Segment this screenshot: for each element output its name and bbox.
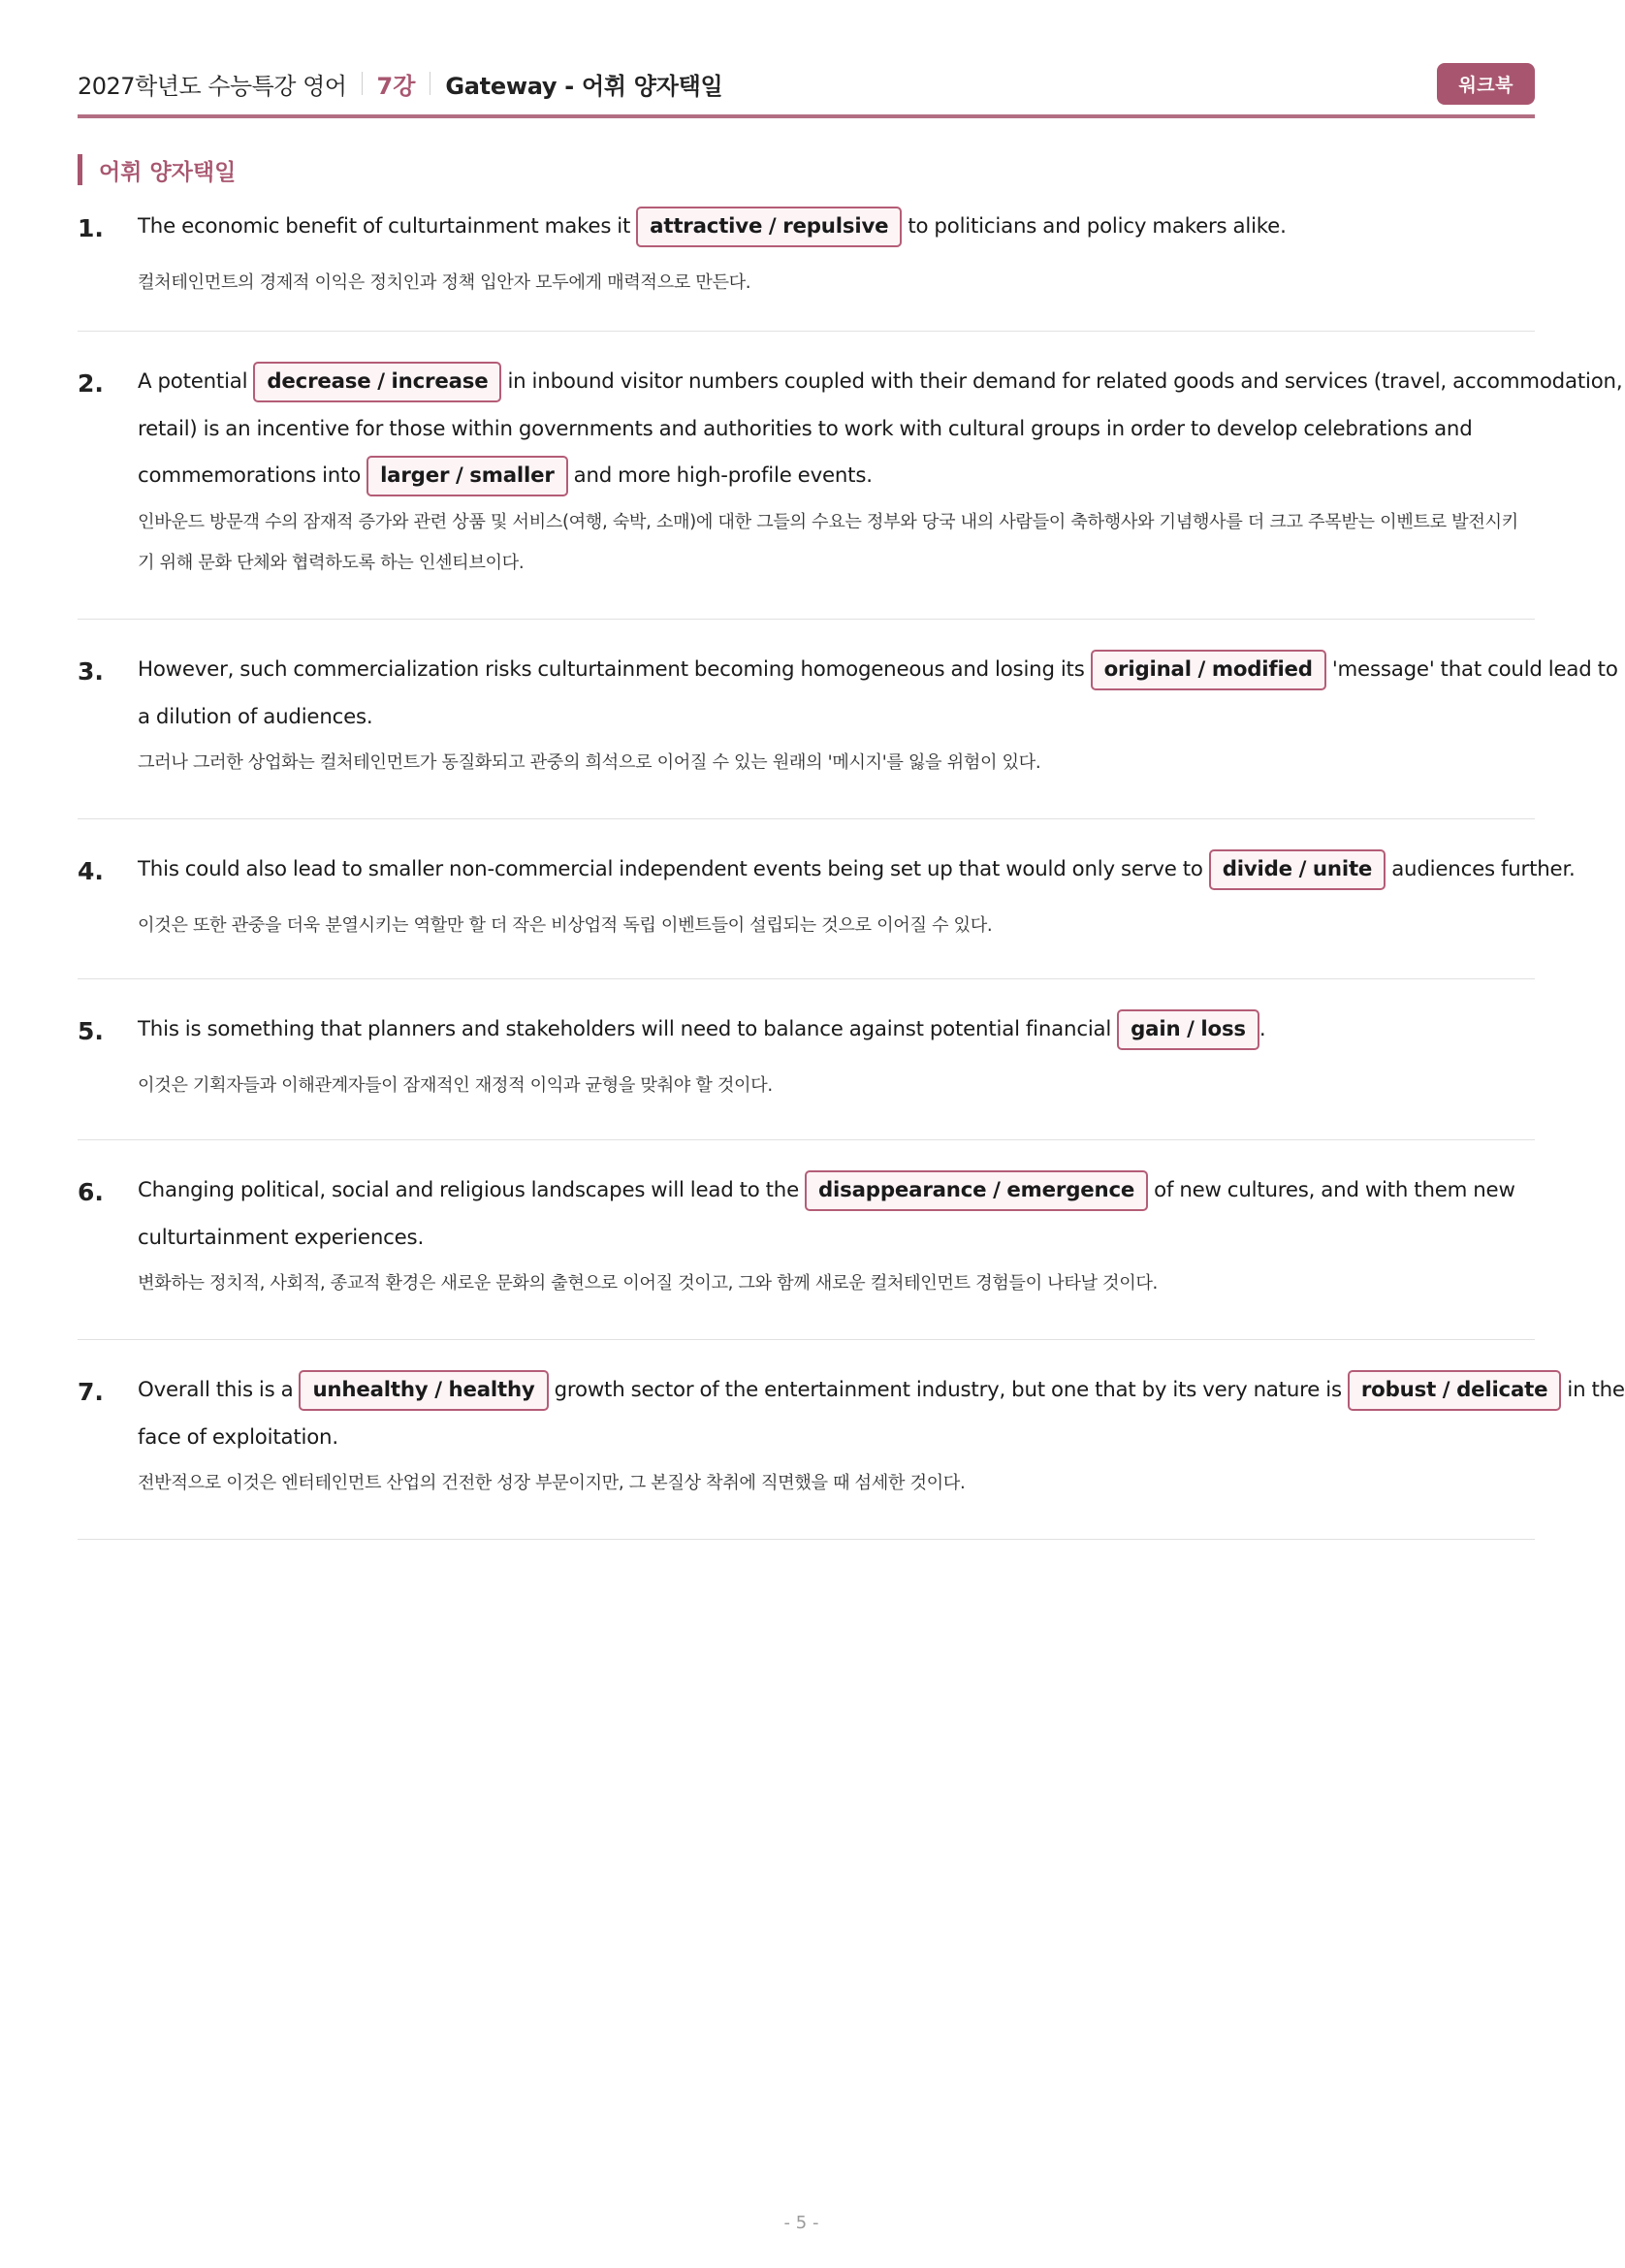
english-sentence [138,847,1576,894]
workbook-badge: 워크북 [1437,63,1535,105]
sentence-text: in inbound visitor numbers coupled with their demand for related goods and services (travel, accommodation, [507,369,1623,394]
vocab-choice[interactable]: unhealthy / healthy [299,1370,548,1411]
sentence-text: commemorations into [138,463,362,489]
korean-translation: 변화하는 정치적, 사회적, 종교적 환경은 새로운 문화의 출현으로 이어질 것이고, 그와 함께 새로운 컬처테인먼트 경험들이 나타날 것이다. [138,1273,1158,1294]
vocab-choice[interactable]: decrease / increase [253,362,501,402]
korean-translation: 컬처테인먼트의 경제적 이익은 정치인과 정책 입안자 모두에게 매력적으로 만든다. [138,272,751,293]
question-list [78,202,1625,1540]
korean-translation: 그러나 그러한 상업화는 컬처테인먼트가 동질화되고 관중의 희석으로 이어질 수 있는 원래의 '메시지'를 잃을 위험이 있다. [138,752,1041,774]
english-sentence [138,359,1623,406]
sentence-text: and more high-profile events. [573,463,873,489]
sentence-text: This is something that planners and stakeholders will need to balance against potential financial [138,1017,1112,1041]
english-sentence-line: culturtainment experiences. [138,1225,425,1250]
sentence-text: Overall this is a [138,1378,294,1402]
english-sentence-line: retail) is an incentive for those within governments and authorities to work with cultural groups in order to develop celebrations and [138,416,1473,441]
sentence-text: growth sector of the entertainment industry, but one that by its very nature is [554,1378,1342,1402]
vocab-choice[interactable]: attractive / repulsive [636,207,902,247]
question-number: 6. [78,1178,104,1206]
section-heading: 어휘 양자택일 [78,154,236,185]
sentence-text: This could also lead to smaller non-commercial independent events being set up that would only serve to [138,857,1203,881]
question-item [78,332,1623,620]
vocab-choice[interactable]: disappearance / emergence [805,1170,1148,1211]
question-number: 7. [78,1378,104,1406]
sentence-text: of new cultures, and with them new [1154,1178,1515,1202]
sentence-text: in the [1567,1378,1625,1402]
sentence-text: The economic benefit of culturtainment makes it [138,214,631,239]
sentence-text: A potential [138,369,248,394]
lesson-title: Gateway - 어휘 양자택일 [445,72,723,100]
english-sentence-line [138,453,1535,500]
question-number: 5. [78,1017,104,1045]
question-item [78,979,1535,1140]
vocab-choice[interactable]: larger / smaller [366,456,568,496]
sentence-text: However, such commercialization risks culturtainment becoming homogeneous and losing its [138,657,1085,682]
vocab-choice[interactable]: gain / loss [1117,1009,1259,1050]
english-sentence [138,1006,1535,1054]
sentence-text: to politicians and policy makers alike. [908,214,1287,239]
korean-translation: 이것은 또한 관중을 더욱 분열시키는 역할만 할 더 작은 비상업적 독립 이벤트들이 설립되는 것으로 이어질 수 있다. [138,914,993,936]
english-sentence-line: a dilution of audiences. [138,704,373,729]
vocab-choice[interactable]: original / modified [1091,650,1326,690]
vocab-choice[interactable]: divide / unite [1209,849,1386,890]
question-item [78,1140,1535,1340]
vocab-choice[interactable]: robust / delicate [1348,1370,1562,1411]
english-sentence [138,204,1535,251]
lesson-number: 7강 [376,72,416,100]
question-number: 1. [78,214,104,242]
korean-translation: 전반적으로 이것은 엔터테인먼트 산업의 건전한 성장 부문이지만, 그 본질상 착취에 직면했을 때 섬세한 것이다. [138,1473,966,1494]
question-number: 4. [78,857,104,885]
book-title: 2027학년도 수능특강 영어 [78,72,347,100]
question-item [78,1340,1625,1540]
english-sentence [138,1367,1625,1415]
header-divider [362,72,363,95]
english-sentence [138,1167,1535,1215]
korean-translation: 이것은 기획자들과 이해관계자들이 잠재적인 재정적 이익과 균형을 맞춰야 할 것이다. [138,1074,773,1096]
page-number: - 5 - [783,2213,819,2233]
question-item [78,202,1535,332]
question-item [78,819,1576,979]
question-item [78,620,1618,819]
sentence-text: 'message' that could lead to [1331,657,1618,682]
sentence-text: audiences further. [1391,857,1576,881]
korean-translation: 인바운드 방문객 수의 잠재적 증가와 관련 상품 및 서비스(여행, 숙박, 소매)에 대한 그들의 수요는 정부와 당국 내의 사람들이 축하행사와 기념행사를 더 크고 주목받는 이벤트로 발전시키 [138,511,1518,532]
english-sentence-line: face of exploitation. [138,1424,338,1450]
english-sentence [138,647,1618,694]
page-header [78,58,1535,109]
sentence-text: Changing political, social and religious landscapes will lead to the [138,1178,800,1202]
korean-translation: 기 위해 문화 단체와 협력하도록 하는 인센티브이다. [138,552,525,573]
sentence-text: . [1259,1017,1266,1041]
question-number: 3. [78,657,104,686]
header-rule [78,114,1535,118]
question-number: 2. [78,369,104,398]
